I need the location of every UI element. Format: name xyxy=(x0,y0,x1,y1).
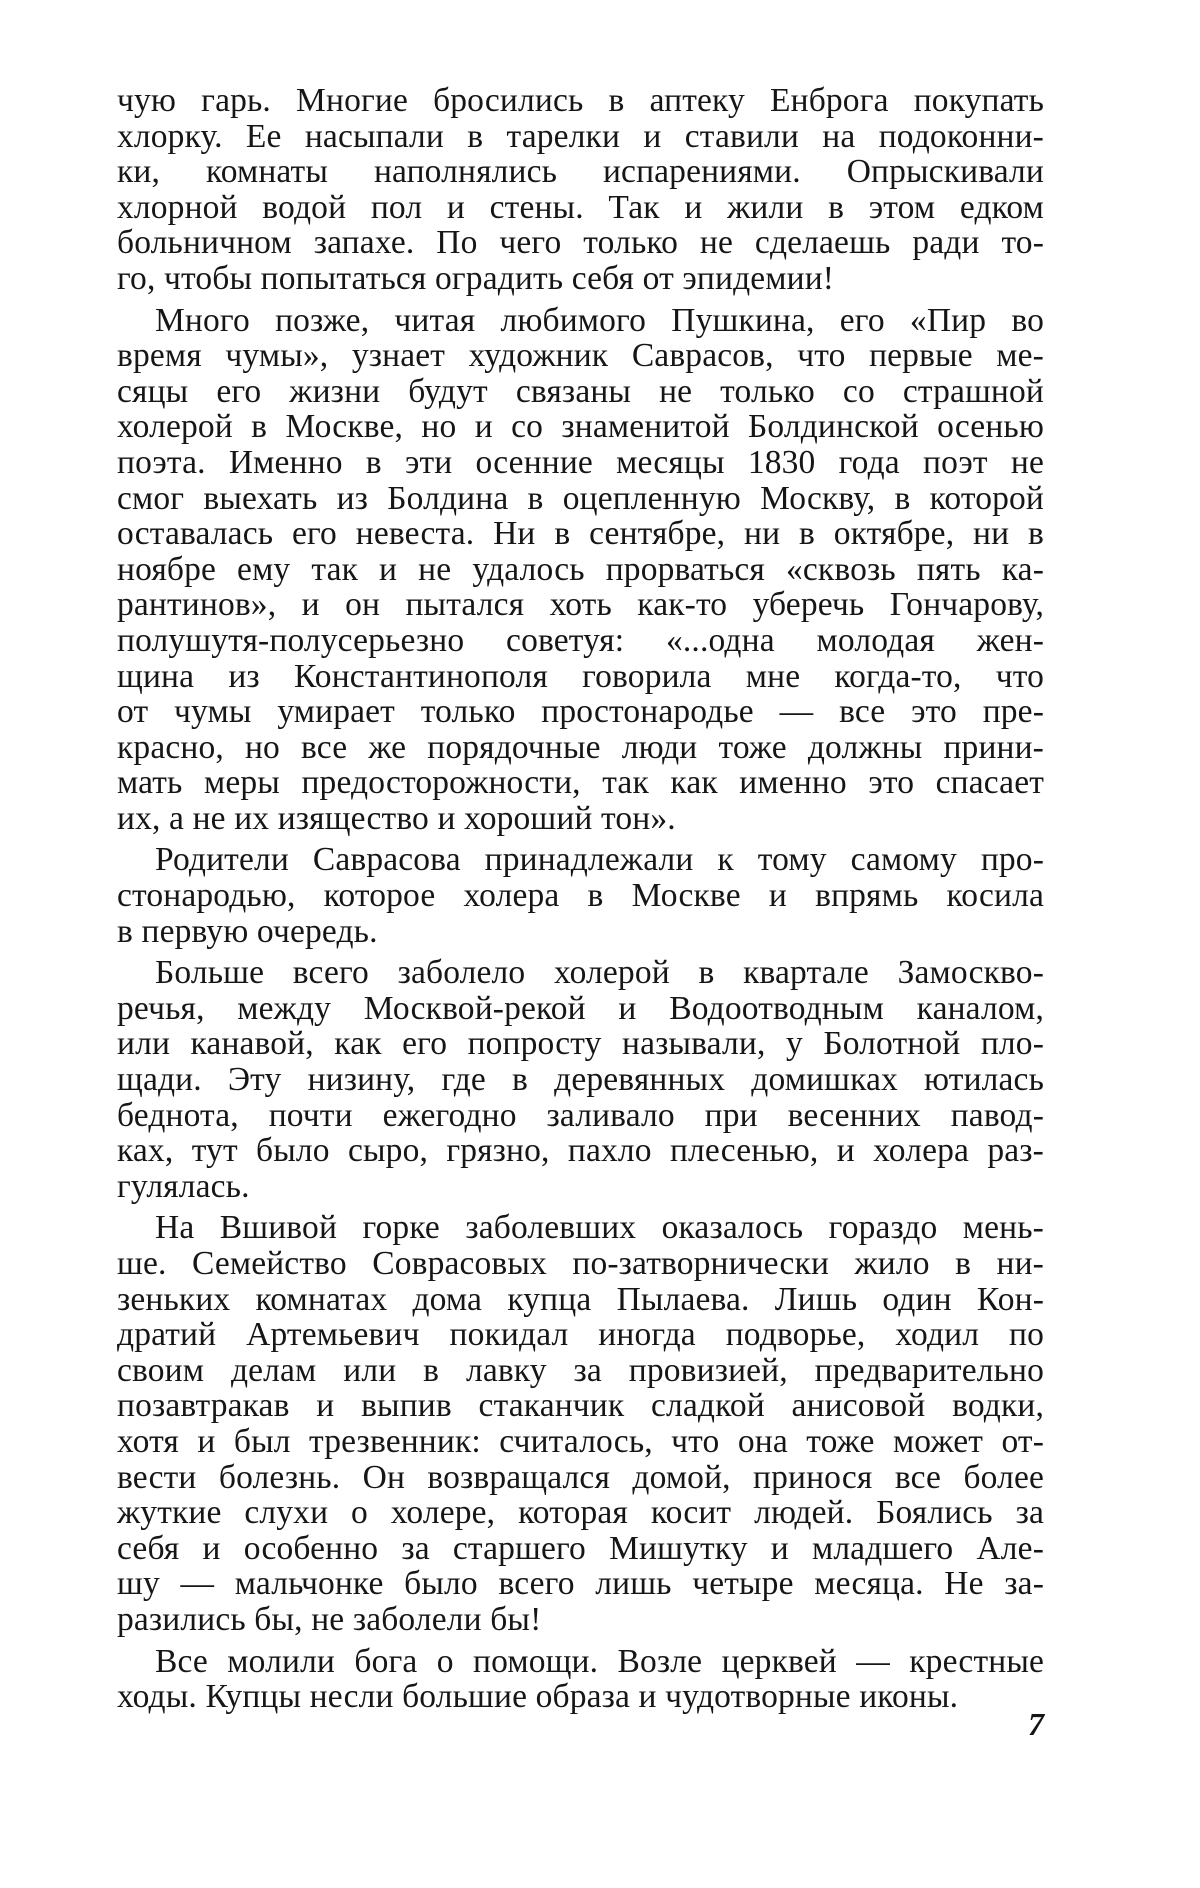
text-line: полушутя-полусерьезно советуя: «...одна молодая жен- xyxy=(117,621,1044,659)
text-line: больничном запахе. По чего только не сделаешь ради то- xyxy=(117,224,1044,262)
paragraph xyxy=(117,83,1044,297)
text-line: себя и особенно за старшего Мишутку и младшего Але- xyxy=(117,1529,1044,1567)
text-line: разились бы, не заболели бы! xyxy=(117,1600,542,1638)
text-line: ноябре ему так и не удалось прорваться «сквозь пять ка- xyxy=(117,550,1044,588)
text-line: оставалась его невеста. Ни в сентябре, ни в октябре, ни в xyxy=(117,515,1044,553)
text-line: их, а не их изящество и хороший тон». xyxy=(117,799,676,837)
text-line: ки, комнаты наполнялись испарениями. Опрыскивали xyxy=(117,153,1044,191)
text-line: ках, тут было сыро, грязно, пахло плесенью, и холера раз- xyxy=(117,1132,1044,1170)
page-number: 7 xyxy=(1028,1706,1044,1742)
text-line: хотя и был трезвенник: считалось, что она тоже может от- xyxy=(117,1422,1044,1460)
paragraph xyxy=(117,842,1044,949)
text-line: время чумы», узнает художник Саврасов, что первые ме- xyxy=(117,337,1044,375)
book-page-text xyxy=(117,83,1044,1803)
text-line: позавтракав и выпив стаканчик сладкой анисовой водки, xyxy=(117,1387,1044,1425)
text-line: ше. Семейство Совраcовых по-затворнически жило в ни- xyxy=(117,1245,1044,1282)
text-line: красно, но все же порядочные люди тоже должны прини- xyxy=(117,728,1044,766)
text-line: мать меры предосторожности, так как именно это спасает xyxy=(117,764,1044,802)
paragraph xyxy=(117,1210,1044,1637)
text-line: го, чтобы попытаться оградить себя от эпидемии! xyxy=(117,259,835,297)
text-line: поэта. Именно в эти осенние месяцы 1830 года поэт не xyxy=(117,443,1044,481)
text-line: холерой в Москве, но и со знаменитой Болдинской осенью xyxy=(117,408,1044,446)
text-line: ходы. Купцы несли большие образа и чудотворные иконы. xyxy=(117,1678,959,1716)
text-line: щади. Эту низину, где в деревянных домишках ютилась xyxy=(117,1061,1044,1099)
text-line: гулялась. xyxy=(117,1167,250,1205)
text-line: в первую очередь. xyxy=(117,912,378,950)
text-line: от чумы умирает только простонародье — все это пре- xyxy=(117,693,1044,731)
text-line: стонародью, которое холера в Москве и впрямь косила xyxy=(117,877,1044,915)
text-line: жуткие слухи о холере, которая косит людей. Боялись за xyxy=(117,1494,1044,1532)
paragraph xyxy=(117,1644,1044,1715)
text-line: рантинов», и он пытался хоть как-то уберечь Гончарову, xyxy=(117,586,1044,624)
paragraph xyxy=(117,303,1044,837)
paragraph xyxy=(117,955,1044,1204)
text-line: Все молили бога о помощи. Возле церквей — крестные xyxy=(155,1642,1044,1680)
text-line: хлорку. Ее насыпали в тарелки и ставили на подоконни- xyxy=(117,117,1044,155)
text-line: сяцы его жизни будут связаны не только со страшной xyxy=(117,372,1044,410)
text-line: хлорной водой пол и стены. Так и жили в этом едком xyxy=(117,188,1044,226)
text-line: щина из Константинополя говорила мне когда-то, что xyxy=(117,657,1044,695)
text-line: вести болезнь. Он возвращался домой, принося все более xyxy=(117,1458,1044,1496)
text-line: Родители Саврасова принадлежали к тому самому про- xyxy=(155,841,1044,879)
text-line: Много позже, читая любимого Пушкина, его «Пир во xyxy=(155,301,1044,339)
text-line: своим делам или в лавку за провизией, предварительно xyxy=(117,1351,1044,1389)
text-line: речья, между Москвой-рекой и Водоотводным каналом, xyxy=(117,989,1044,1027)
text-line: беднота, почти ежегодно заливало при весенних павод- xyxy=(117,1096,1044,1134)
text-line: смог выехать из Болдина в оцепленную Москву, в которой xyxy=(117,479,1044,517)
text-line: зеньких комнатах дома купца Пылаева. Лишь один Кон- xyxy=(117,1280,1044,1318)
text-line: На Вшивой горке заболевших оказалось гораздо мень- xyxy=(155,1209,1044,1247)
text-line: дратий Артемьевич покидал иногда подворье, ходил по xyxy=(117,1316,1044,1354)
text-line: Больше всего заболело холерой в квартале Замоскво- xyxy=(155,954,1044,992)
text-line: шу — мальчонке было всего лишь четыре месяца. Не за- xyxy=(117,1565,1044,1603)
text-line: чую гарь. Многие бросились в аптеку Енброга покупать xyxy=(117,82,1044,119)
text-line: или канавой, как его попросту называли, у Болотной пло- xyxy=(117,1025,1044,1063)
